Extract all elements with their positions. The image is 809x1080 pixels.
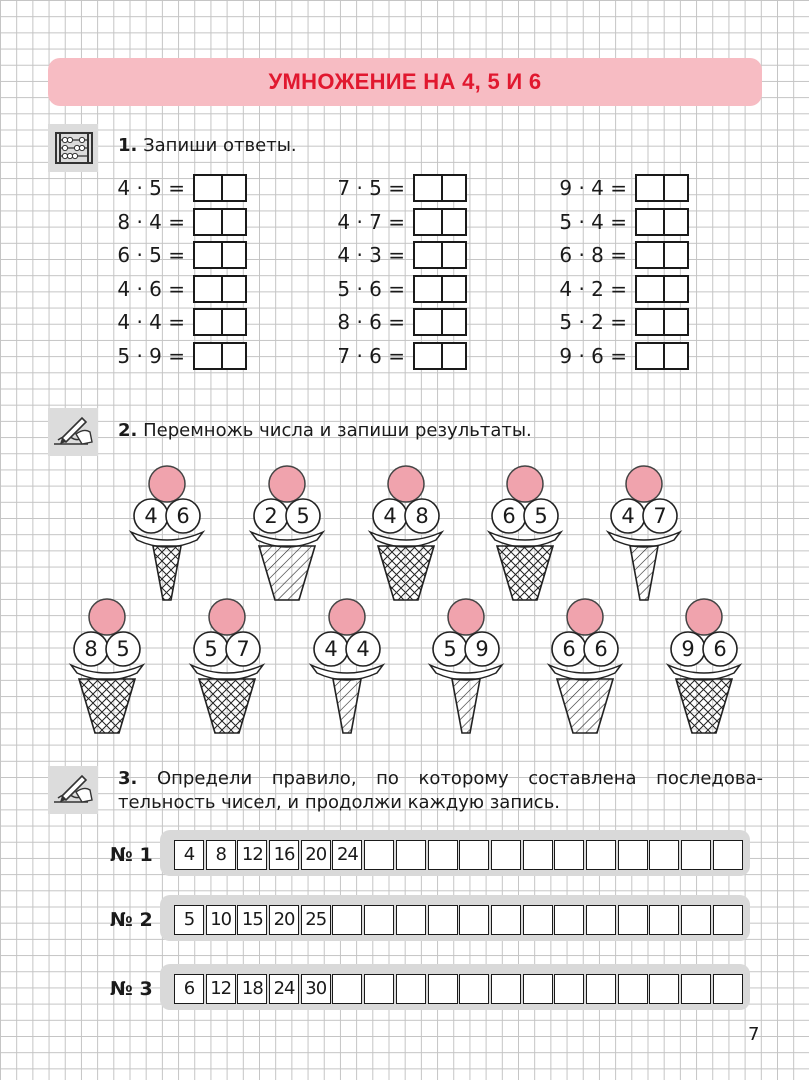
equation-text: 5 · 6 = <box>337 276 405 301</box>
task3-line1: Определи правило, по которому составлена последова- <box>157 768 763 789</box>
sequence-empty-cell[interactable] <box>428 905 458 935</box>
scoop-digit-right: 9 <box>475 637 489 661</box>
sequence-value-cell[interactable]: 18 <box>237 974 267 1004</box>
sequence-empty-cell[interactable] <box>554 905 584 935</box>
sequence-empty-cell[interactable] <box>713 974 743 1004</box>
icecream-drawing <box>57 595 157 745</box>
scoop-digit-right: 7 <box>653 504 667 528</box>
equation-text: 9 · 6 = <box>559 343 627 368</box>
answer-box[interactable] <box>635 241 689 269</box>
equation-row <box>509 241 689 271</box>
sequence-cells <box>174 974 744 1004</box>
scoop-digit-right: 6 <box>176 504 190 528</box>
answer-box[interactable] <box>193 342 247 370</box>
task2-number: 2. <box>118 420 138 441</box>
sequence-empty-cell[interactable] <box>586 905 616 935</box>
pencil-hand-icon <box>48 408 98 456</box>
icecream <box>594 462 694 612</box>
sequence-empty-cell[interactable] <box>586 974 616 1004</box>
sequence-empty-cell[interactable] <box>618 905 648 935</box>
equation-row <box>67 275 247 305</box>
equation-row <box>287 208 467 238</box>
icecream <box>475 462 575 612</box>
sequence-empty-cell[interactable] <box>364 905 394 935</box>
icecream-drawing <box>297 595 397 745</box>
task3-number: 3. <box>118 768 138 789</box>
pencil-hand-icon <box>48 766 98 814</box>
equation-text: 4 · 6 = <box>117 276 185 301</box>
equation-text: 5 · 4 = <box>559 209 627 234</box>
task1-title <box>118 135 297 156</box>
sequence-empty-cell[interactable] <box>554 840 584 870</box>
sequence-value-cell[interactable]: 24 <box>332 840 362 870</box>
page-number: 7 <box>748 1024 760 1045</box>
answer-box[interactable] <box>193 208 247 236</box>
sequence-value-cell[interactable]: 6 <box>174 974 204 1004</box>
sequence-empty-cell[interactable] <box>459 840 489 870</box>
icecream <box>416 595 516 745</box>
equation-text: 6 · 5 = <box>117 243 185 267</box>
scoop-digit-left: 5 <box>443 637 457 661</box>
sequence-empty-cell[interactable] <box>332 974 362 1004</box>
scoop-digit-right: 4 <box>356 637 370 661</box>
scoop-digit-left: 4 <box>324 637 338 661</box>
equation-row <box>287 275 467 305</box>
icecream-drawing <box>416 595 516 745</box>
sequence-value-cell[interactable]: 5 <box>174 905 204 935</box>
icecream-drawing <box>654 595 754 745</box>
page-header <box>48 58 762 106</box>
sequence-value-cell[interactable]: 12 <box>206 974 236 1004</box>
sequence-label: № 2 <box>110 909 153 931</box>
answer-box[interactable] <box>635 342 689 370</box>
sequence-value-cell[interactable]: 20 <box>269 905 299 935</box>
equation-text: 7 · 6 = <box>337 343 405 368</box>
equation-row <box>67 308 247 338</box>
sequence-value-cell[interactable]: 15 <box>237 905 267 935</box>
scoop-digit-right: 6 <box>713 637 727 661</box>
task1-text: Запиши ответы. <box>143 135 297 156</box>
equation-text: 4 · 5 = <box>117 176 185 200</box>
scoop-digit-left: 6 <box>562 637 576 661</box>
sequence-empty-cell[interactable] <box>681 905 711 935</box>
sequence-value-cell[interactable]: 30 <box>301 974 331 1004</box>
sequence-value-cell[interactable]: 8 <box>206 840 236 870</box>
sequence-empty-cell[interactable] <box>332 905 362 935</box>
icecream-drawing <box>475 462 575 612</box>
equation-text: 4 · 3 = <box>337 243 405 267</box>
scoop-digit-left: 4 <box>621 504 635 528</box>
answer-box[interactable] <box>193 308 247 336</box>
answer-box[interactable] <box>413 308 467 336</box>
icecream-drawing <box>117 462 217 612</box>
sequence-empty-cell[interactable] <box>428 974 458 1004</box>
answer-box[interactable] <box>635 308 689 336</box>
equation-row <box>67 208 247 238</box>
sequence-empty-cell[interactable] <box>523 840 553 870</box>
sequence-empty-cell[interactable] <box>364 840 394 870</box>
sequence-empty-cell[interactable] <box>618 974 648 1004</box>
equation-text: 8 · 6 = <box>337 310 405 334</box>
equation-row <box>509 208 689 238</box>
equation-row <box>509 275 689 305</box>
answer-box[interactable] <box>413 208 467 236</box>
equation-row <box>287 308 467 338</box>
sequence-empty-cell[interactable] <box>649 905 679 935</box>
icecream <box>237 462 337 612</box>
icecream-drawing <box>594 462 694 612</box>
icecream-drawing <box>535 595 635 745</box>
equation-row <box>509 174 689 204</box>
equation-text: 4 · 2 = <box>559 276 627 301</box>
sequence-empty-cell[interactable] <box>681 840 711 870</box>
sequence-empty-cell[interactable] <box>586 840 616 870</box>
equation-text: 6 · 8 = <box>559 243 627 267</box>
answer-box[interactable] <box>193 275 247 303</box>
sequence-empty-cell[interactable] <box>618 840 648 870</box>
sequence-empty-cell[interactable] <box>554 974 584 1004</box>
sequence-empty-cell[interactable] <box>713 905 743 935</box>
scoop-digit-left: 4 <box>144 504 158 528</box>
equation-row <box>67 342 247 372</box>
equation-row <box>67 174 247 204</box>
sequence-empty-cell[interactable] <box>649 840 679 870</box>
scoop-digit-right: 7 <box>236 637 250 661</box>
sequence-empty-cell[interactable] <box>491 974 521 1004</box>
answer-box[interactable] <box>635 275 689 303</box>
sequence-value-cell[interactable]: 16 <box>269 840 299 870</box>
page-title: УМНОЖЕНИЕ НА 4, 5 И 6 <box>268 69 542 94</box>
abacus-icon <box>48 124 98 172</box>
answer-box[interactable] <box>635 208 689 236</box>
equation-text: 7 · 5 = <box>337 176 405 200</box>
sequence-empty-cell[interactable] <box>491 840 521 870</box>
equation-row <box>287 174 467 204</box>
scoop-digit-right: 6 <box>594 637 608 661</box>
answer-box[interactable] <box>413 241 467 269</box>
task3-title <box>118 767 763 815</box>
equation-text: 4 · 7 = <box>337 209 405 234</box>
sequence-empty-cell[interactable] <box>396 974 426 1004</box>
answer-box[interactable] <box>635 174 689 202</box>
icecream-drawing <box>237 462 337 612</box>
sequence-empty-cell[interactable] <box>491 905 521 935</box>
scoop-digit-left: 2 <box>264 504 278 528</box>
equation-text: 5 · 9 = <box>117 343 185 368</box>
sequence-empty-cell[interactable] <box>428 840 458 870</box>
answer-box[interactable] <box>413 174 467 202</box>
sequence-label: № 1 <box>110 844 153 866</box>
scoop-digit-right: 8 <box>415 504 429 528</box>
equation-row <box>509 342 689 372</box>
equation-text: 4 · 4 = <box>117 310 185 334</box>
scoop-digit-left: 6 <box>502 504 516 528</box>
sequence-value-cell[interactable]: 20 <box>301 840 331 870</box>
icecream <box>654 595 754 745</box>
icecream <box>356 462 456 612</box>
answer-box[interactable] <box>193 241 247 269</box>
equation-text: 8 · 4 = <box>117 209 185 234</box>
scoop-digit-left: 9 <box>681 637 695 661</box>
scoop-digit-left: 4 <box>383 504 397 528</box>
equation-text: 5 · 2 = <box>559 310 627 334</box>
sequence-label: № 3 <box>110 978 153 1000</box>
sequence-empty-cell[interactable] <box>523 905 553 935</box>
sequence-value-cell[interactable]: 12 <box>237 840 267 870</box>
answer-box[interactable] <box>193 174 247 202</box>
icecream <box>117 462 217 612</box>
task1-number: 1. <box>118 135 138 156</box>
sequence-empty-cell[interactable] <box>681 974 711 1004</box>
icecream <box>535 595 635 745</box>
sequence-value-cell[interactable]: 25 <box>301 905 331 935</box>
task2-text: Перемножь числа и запиши результаты. <box>143 420 532 441</box>
scoop-digit-right: 5 <box>116 637 130 661</box>
equation-row <box>67 241 247 271</box>
task3-line2: тельность чисел, и продолжи каждую запись. <box>118 792 561 813</box>
task2-title <box>118 420 532 441</box>
scoop-digit-left: 5 <box>204 637 218 661</box>
sequence-empty-cell[interactable] <box>459 905 489 935</box>
sequence-empty-cell[interactable] <box>459 974 489 1004</box>
sequence-empty-cell[interactable] <box>523 974 553 1004</box>
sequence-value-cell[interactable]: 10 <box>206 905 236 935</box>
scoop-digit-left: 8 <box>84 637 98 661</box>
equation-text: 9 · 4 = <box>559 176 627 200</box>
sequence-cells <box>174 840 744 870</box>
answer-box[interactable] <box>413 275 467 303</box>
sequence-value-cell[interactable]: 4 <box>174 840 204 870</box>
sequence-cells <box>174 905 744 935</box>
icecream-drawing <box>177 595 277 745</box>
icecream <box>297 595 397 745</box>
sequence-empty-cell[interactable] <box>713 840 743 870</box>
icecream-drawing <box>356 462 456 612</box>
equation-row <box>287 241 467 271</box>
sequence-empty-cell[interactable] <box>364 974 394 1004</box>
equation-row <box>287 342 467 372</box>
answer-box[interactable] <box>413 342 467 370</box>
scoop-digit-right: 5 <box>534 504 548 528</box>
sequence-empty-cell[interactable] <box>649 974 679 1004</box>
sequence-empty-cell[interactable] <box>396 905 426 935</box>
icecream <box>57 595 157 745</box>
equation-row <box>509 308 689 338</box>
sequence-empty-cell[interactable] <box>396 840 426 870</box>
sequence-value-cell[interactable]: 24 <box>269 974 299 1004</box>
icecream <box>177 595 277 745</box>
scoop-digit-right: 5 <box>296 504 310 528</box>
